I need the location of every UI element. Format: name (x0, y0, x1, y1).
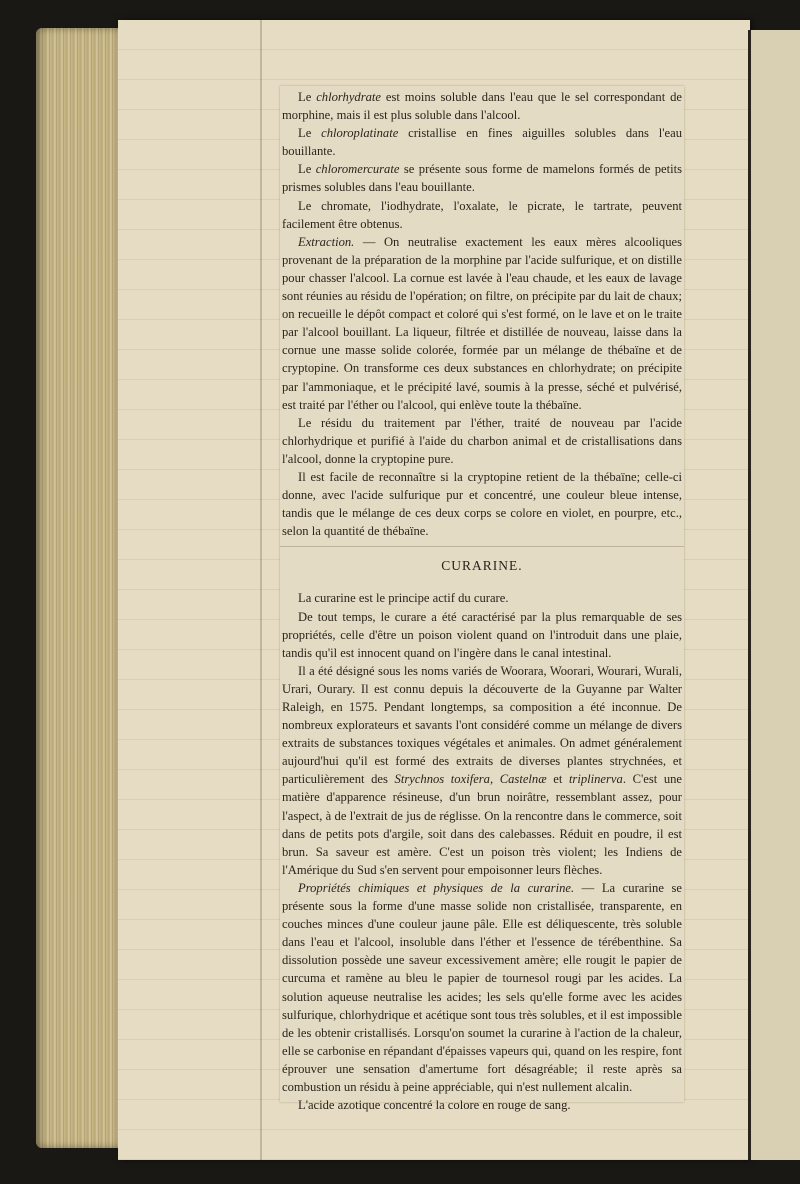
paragraph-chloromercurate: Le chloromercurate se présente sous forme de mamelons formés de petits prismes solubles dans l'eau bouillante. (282, 162, 682, 195)
facing-page-edge (748, 30, 800, 1160)
margin-line (260, 20, 262, 1160)
paragraph-test: Il est facile de reconnaître si la cryptopine retient de la thébaïne; celle-ci donne, avec l'acide sulfurique pur et concentré, une couleur bleue intense, tandis que le mélange de ces deux corps se colore en violet, en pourpre, etc., selon la quantité de thébaïne. (282, 469, 682, 539)
paragraph-chloroplatinate: Le chloroplatinate cristallise en fines aiguilles solubles dans l'eau bouillante. (282, 126, 682, 159)
paragraph-properties: Propriétés chimiques et physiques de la curarine. — La curarine se présente sous la forme d'une masse solide non cristallisée, transparente, en couches minces d'une couleur jaune pâle. Elle est déliquescente, très soluble dans l'eau et l'alcool, insoluble dans l'éther et l'essence de térébenthine. Sa dissolution possède une saveur excessivement amère; elle rougit le papier de curcuma et ramène au bleu le papier de tournesol rougi par les acides. La solution aqueuse neutralise les acides; les sels qu'elle forme avec les acides sulfurique, chlorhydrique et acétique sont tous très solubles, et il est impossible de les obtenir cristallisés. Lorsqu'on soumet la curarine à l'action de la chaleur, elle se carbonise en répandant d'épaisses vapeurs qui, quand on les respire, font éprouver une sensation d'amertume fort désagréable; il reste après sa combustion un résidu à peine appréciable, qui n'est nullement alcalin. (282, 880, 682, 1094)
paragraph-residue: Le résidu du traitement par l'éther, traité de nouveau par l'acide chlorhydrique et purifié à l'aide du charbon animal et de cristallisations dans l'alcool, donne la cryptopine pure. (282, 415, 682, 466)
paragraph-names: Il a été désigné sous les noms variés de Woorara, Woorari, Wourari, Wurali, Urari, Ourary. Il est connu depuis la découverte de la Guyanne par Walter Raleigh, en 1575. Pendant longtemps, sa composition a été inconnue. De nombreux explorateurs et savants l'ont considéré comme un mélange de divers extraits de substances toxiques végétales et animales. On admet généralement aujourd'hui qu'il est formé des extraits de diverses plantes strychnées, et particulièrement des Strychnos toxifera, Castelnæ et triplinerva. C'est une matière d'apparence résineuse, d'un brun noirâtre, ressemblant assez, pour l'aspect, à de l'extrait de jus de réglisse. On la rencontre dans le commerce, soit dans de petits pots d'argile, soit dans des calebasses. Réduit en poudre, il est brun. Sa saveur est amère. C'est un poison très violent; les Indiens de l'Amérique du Sud s'en servent pour empoisonner leurs flèches. (282, 663, 683, 877)
paragraph-chlorhydrate: Le chlorhydrate est moins soluble dans l'eau que le sel correspondant de morphine, mais il est plus soluble dans l'alcool. (282, 90, 682, 123)
clipping-divider (280, 546, 684, 547)
paragraph-salts: Le chromate, l'iodhydrate, l'oxalate, le picrate, le tartrate, peuvent facilement être obtenus. (282, 198, 682, 231)
pasted-clipping (280, 86, 684, 1113)
section-title: CURARINE. (441, 558, 523, 574)
paragraph-nitric-acid: L'acide azotique concentré la colore en rouge de sang. (298, 1098, 571, 1113)
page-edges (36, 28, 128, 1148)
paragraph-history: De tout temps, le curare a été caractérisé par la plus remarquable de ses propriétés, celle d'être un poison violent quand on l'introduit dans une plaie, tandis qu'il est innocent quand on l'ingère dans le canal intestinal. (282, 609, 682, 660)
paragraph-intro: La curarine est le principe actif du curare. (298, 591, 509, 606)
paragraph-extraction: Extraction. — On neutralise exactement les eaux mères alcooliques provenant de la préparation de la morphine par l'acide sulfurique, et on distille pour chasser l'alcool. La cornue est lavée à l'eau chaude, et les eaux de lavage sont réunies au résidu de l'opération; on filtre, on précipite par du lait de chaux; on recueille le dépôt compact et coloré qui s'est formé, on le lave et on le traite par l'alcool bouillant. La liqueur, filtrée et distillée de nouveau, laisse dans la cornue une masse solide colorée, formée par un mélange de thébaïne et de cryptopine. On transforme ces deux substances en chlorhydrate; on précipite par l'ammoniaque, et le précipité lavé, soumis à la presse, séché et pulvérisé, est traité par l'éther ou l'alcool, qui enlève toute la thébaïne. (282, 234, 682, 412)
